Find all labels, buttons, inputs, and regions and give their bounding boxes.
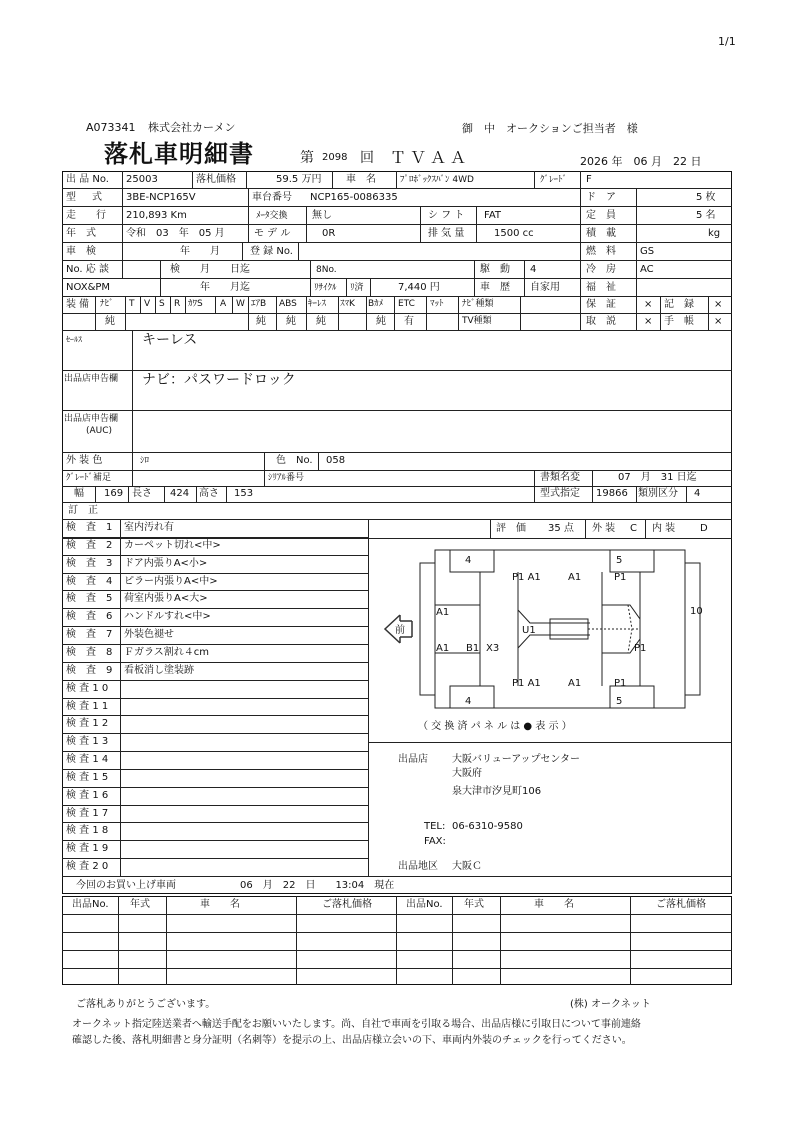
- label-length: 長さ: [132, 488, 152, 499]
- navi-genuine: 純: [105, 316, 115, 327]
- document-id: A073341: [86, 121, 136, 134]
- label-welfare: 福 祉: [586, 282, 616, 293]
- winning-price: 59.5 万円: [276, 174, 322, 185]
- inspection-value: Ｆガラス割れ４cm: [124, 647, 209, 658]
- diagram-label: P1 A1: [512, 678, 541, 689]
- label-grade-note: ｸﾞﾚｰﾄﾞ補足: [66, 473, 112, 483]
- equip-r: R: [174, 299, 181, 309]
- label-grade: ｸﾞﾚｰﾄﾞ: [540, 175, 568, 185]
- label-category: 類別区分: [638, 488, 678, 499]
- equip-leather: ｶﾜS: [188, 299, 203, 309]
- seller-declaration: ナビ：パスワードロック: [142, 372, 296, 388]
- inspection-label: 検 査 1 8: [66, 825, 109, 836]
- equip-s: S: [159, 299, 165, 309]
- seller-tel: 06-6310-9580: [452, 821, 523, 832]
- label-tel: TEL:: [424, 821, 446, 832]
- interior-grade: D: [700, 523, 708, 534]
- inspection-value: 荷室内張りA<大>: [124, 593, 208, 604]
- label-recycle: ﾘｻｲｸﾙ: [314, 283, 337, 293]
- doors: 5 枚: [696, 192, 716, 203]
- equip-keyless: ｷｰﾚｽ: [308, 299, 327, 309]
- diagram-label: X3: [486, 643, 500, 654]
- record-mark: ×: [714, 299, 723, 310]
- label-load: 積 載: [586, 228, 616, 239]
- label-region: 出品地区: [398, 861, 438, 872]
- equip-navi: ﾅﾋﾞ: [100, 299, 114, 309]
- label-ac: 冷 房: [586, 264, 616, 275]
- width: 169: [104, 488, 124, 499]
- inspection-date: 年 月: [180, 246, 220, 257]
- diagram-note: （ 交 換 済 パ ネ ル は ● 表 示 ）: [418, 721, 572, 732]
- height: 153: [234, 488, 254, 499]
- seller-region: 大阪Ｃ: [452, 861, 482, 872]
- history-header: 車 名: [534, 899, 574, 910]
- diagram-label: P1 A1: [512, 572, 541, 583]
- equip-abs: ABS: [279, 299, 297, 309]
- inspection-label: 検 査 1: [66, 522, 113, 533]
- diagram-label: A1: [568, 572, 582, 583]
- label-equipment: 装備: [66, 299, 92, 310]
- diagram-label: 4: [465, 555, 472, 566]
- label-sales: ｾｰﾙｽ: [66, 335, 82, 344]
- seller-city: 泉大津市汐見町106: [452, 786, 542, 797]
- label-8no: 8No.: [316, 265, 337, 275]
- label-warranty: 保 証: [586, 299, 616, 310]
- diagram-label: P1: [614, 678, 627, 689]
- history-header: ご落札価格: [322, 899, 372, 910]
- car-history: 自家用: [530, 282, 560, 293]
- label-auc: (AUC): [86, 426, 113, 436]
- label-displacement: 排 気 量: [428, 228, 465, 239]
- inspection-label: 検 査 3: [66, 558, 113, 569]
- inspection-value: 室内汚れ有: [124, 522, 174, 533]
- inspection-value: 外装色褪せ: [124, 629, 174, 640]
- diagram-label: A1: [436, 607, 450, 618]
- shift: FAT: [484, 210, 502, 221]
- diagram-label: 4: [465, 696, 472, 707]
- inspection-label: 検 査 2 0: [66, 861, 109, 872]
- label-record: 記 録: [664, 299, 694, 310]
- label-serial-no: ｼﾘｱﾙ番号: [268, 473, 305, 483]
- label-seller-declaration: 出品店申告欄: [64, 374, 119, 384]
- transport-notice-line2: 確認した後、落札明細書と身分証明（名刺等）を提示の上、出品店様立会いの下、車両内外装のチェックを行ってください。: [72, 1035, 632, 1046]
- airbag-genuine: 純: [256, 316, 266, 327]
- label-year: 年 式: [66, 228, 96, 239]
- label-mileage: 走 行: [66, 210, 106, 221]
- inspection-label: 検 査 1 7: [66, 808, 109, 819]
- inspection-value: ピラー内張りA<中>: [124, 576, 218, 587]
- keyless-genuine: 純: [316, 316, 326, 327]
- label-inspection: 車 検: [66, 246, 96, 257]
- diagram-label: 10: [690, 606, 703, 617]
- page-number: 1/1: [718, 35, 736, 48]
- purchase-history-table: [62, 896, 732, 985]
- label-chassis-no: 車台番号: [252, 192, 292, 203]
- warranty-mark: ×: [644, 299, 653, 310]
- fuel: GS: [640, 246, 655, 257]
- label-doors: ド ア: [586, 192, 616, 203]
- car-damage-diagram: [380, 545, 720, 715]
- nox-date: 年 月迄: [200, 282, 250, 293]
- inspection-value: ハンドルすれ<中>: [124, 611, 211, 622]
- front-marker: 前: [395, 625, 405, 636]
- manual-mark: ×: [644, 316, 653, 327]
- addressee: 御 中 オークションご担当者 様: [462, 122, 638, 135]
- category: 4: [694, 488, 701, 499]
- inspection-label: 検 査 1 5: [66, 772, 109, 783]
- label-history: 車 歴: [480, 282, 510, 293]
- lot-no: 25003: [126, 174, 158, 185]
- chassis-no: NCP165-0086335: [310, 192, 398, 203]
- inspection-label: 検 査 8: [66, 647, 113, 658]
- label-width: 幅: [74, 488, 84, 499]
- label-height: 高さ: [199, 488, 219, 499]
- sales-point: キーレス: [142, 332, 198, 348]
- type-designation: 19866: [596, 488, 628, 499]
- thanks-message: ご落札ありがとうございます。: [76, 999, 216, 1010]
- label-drive: 駆 動: [480, 264, 510, 275]
- inspection-label: 検 査 2: [66, 540, 113, 551]
- inspection-label: 検 査 1 1: [66, 701, 109, 712]
- diagram-label: B1: [466, 643, 480, 654]
- label-exterior-grade: 外 装: [592, 523, 616, 534]
- label-type-designation: 型式指定: [540, 488, 580, 499]
- page-title: 落札車明細書: [104, 140, 254, 168]
- label-correction: 訂 正: [68, 505, 98, 516]
- name-change-deadline: 07 月 31 日迄: [618, 472, 697, 483]
- equip-a: A: [220, 299, 227, 309]
- inspection-label: 検 査 1 4: [66, 754, 109, 765]
- diagram-label: A1: [436, 643, 450, 654]
- grade: F: [586, 174, 592, 185]
- buyer-company: 株式会社カーメン: [148, 121, 236, 134]
- history-header: 年式: [464, 899, 484, 910]
- label-fax: FAX:: [424, 836, 446, 847]
- equip-etc: ETC: [398, 299, 415, 309]
- exterior-color: ｼﾛ: [140, 456, 150, 466]
- issue-date: 2026 年 06 月 22 日: [580, 155, 702, 168]
- label-name-change: 書類名変: [540, 472, 580, 483]
- history-header: 出品No.: [72, 899, 109, 910]
- equip-smartkey: ｽﾏK: [340, 299, 355, 309]
- displacement: 1500 cc: [494, 228, 534, 239]
- label-shift: シ フ ト: [428, 210, 465, 221]
- label-fuel: 燃 料: [586, 246, 616, 257]
- label-model: モ デ ル: [254, 228, 291, 239]
- label-manual: 取 説: [586, 316, 616, 327]
- inspection-label: 検 査 1 0: [66, 683, 109, 694]
- load-unit: kg: [708, 228, 721, 239]
- color-no: 058: [326, 455, 346, 466]
- label-navi-type: ﾅﾋﾞ種類: [462, 299, 494, 309]
- recycle-amount: 7,440 円: [398, 282, 440, 293]
- label-model-code: 型 式: [66, 192, 105, 203]
- session-prefix: 第: [300, 150, 314, 166]
- label-interior-grade: 内 装: [652, 523, 676, 534]
- capacity: 5 名: [696, 210, 716, 221]
- label-capacity: 定 員: [586, 210, 616, 221]
- model: 0R: [322, 228, 336, 239]
- label-rating: 評 価: [496, 523, 526, 534]
- abs-genuine: 純: [286, 316, 296, 327]
- history-header: 出品No.: [406, 899, 443, 910]
- session-number: 2098: [322, 152, 348, 163]
- label-car-name: 車 名: [346, 174, 376, 185]
- label-kentei: 検 月 日迄: [170, 264, 250, 275]
- handbook-mark: ×: [714, 316, 723, 327]
- rating: 35 点: [548, 523, 574, 534]
- inspection-label: 検 査 5: [66, 593, 113, 604]
- diagram-label: U1: [522, 625, 536, 636]
- label-meter-change: ﾒｰﾀ交換: [256, 211, 288, 221]
- equip-backcam: Bｶﾒ: [368, 299, 384, 309]
- label-negotiable: No. 応 談: [66, 264, 109, 275]
- recycle-status: ﾘ済: [350, 283, 364, 293]
- label-seller-declaration-auc: 出品店申告欄: [64, 414, 119, 424]
- diagram-label: P1: [634, 643, 647, 654]
- inspection-label: 検 査 6: [66, 611, 113, 622]
- inspection-value: 看板消し塗装跡: [124, 665, 194, 676]
- history-header: ご落札価格: [656, 899, 706, 910]
- inspection-label: 検 査 1 6: [66, 790, 109, 801]
- inspection-label: 検 査 4: [66, 576, 113, 587]
- history-header: 車 名: [200, 899, 240, 910]
- inspection-label: 検 査 7: [66, 629, 113, 640]
- recent-timestamp: 06 月 22 日 13:04 現在: [240, 880, 395, 891]
- meter-change: 無し: [312, 210, 332, 221]
- car-name: ﾌﾟﾛﾎﾞｯｸｽﾊﾞﾝ 4WD: [400, 175, 474, 185]
- inspection-label: 検 査 1 9: [66, 843, 109, 854]
- year: 令和 03 年 05 月: [126, 228, 225, 239]
- diagram-label: 5: [616, 696, 623, 707]
- backcam-genuine: 純: [376, 316, 386, 327]
- label-reg-no: 登 録 No.: [250, 246, 293, 257]
- label-exterior-color: 外 装 色: [66, 455, 103, 466]
- mileage: 210,893 Km: [126, 210, 187, 221]
- seller-prefecture: 大阪府: [452, 768, 482, 779]
- label-lot-no: 出 品 No.: [66, 174, 109, 185]
- diagram-label: A1: [568, 678, 582, 689]
- auction-company: (株) オークネット: [570, 999, 651, 1010]
- history-header: 年式: [130, 899, 150, 910]
- exterior-grade: C: [630, 523, 637, 534]
- equip-airbag: ｴｱB: [251, 299, 267, 309]
- diagram-label: P1: [614, 572, 627, 583]
- equip-v: V: [144, 299, 151, 309]
- label-recent-purchases: 今回のお買い上げ車両: [76, 880, 176, 891]
- length: 424: [170, 488, 190, 499]
- label-winning-price: 落札価格: [196, 174, 236, 185]
- inspection-label: 検 査 9: [66, 665, 113, 676]
- equip-tv: T: [129, 299, 135, 309]
- label-tv-type: TV種類: [462, 316, 492, 326]
- label-color-no: 色 No.: [276, 455, 313, 466]
- auction-name: ＴＶＡＡ: [390, 148, 471, 167]
- ac: AC: [640, 264, 654, 275]
- label-handbook: 手 帳: [664, 316, 694, 327]
- drive: 4: [530, 264, 537, 275]
- label-seller-shop: 出品店: [398, 754, 428, 765]
- inspection-value: カーペット切れ<中>: [124, 540, 221, 551]
- inspection-label: 検 査 1 3: [66, 736, 109, 747]
- seller-shop: 大阪バリューアップセンター: [452, 754, 580, 765]
- diagram-label: 5: [616, 555, 623, 566]
- equip-w: W: [236, 299, 245, 309]
- model-code: 3BE-NCP165V: [126, 192, 196, 203]
- inspection-value: ドア内張りA<小>: [124, 558, 208, 569]
- etc-present: 有: [404, 316, 414, 327]
- inspection-label: 検 査 1 2: [66, 718, 109, 729]
- equip-mat: ﾏｯﾄ: [430, 299, 444, 309]
- label-nox: NOX&PM: [66, 282, 111, 293]
- session-suffix: 回: [360, 150, 374, 166]
- transport-notice-line1: オークネット指定陸送業者へ輸送手配をお願いいたします。尚、自社で車両を引取る場合、出品店様に引取日について事前連絡: [72, 1019, 641, 1030]
